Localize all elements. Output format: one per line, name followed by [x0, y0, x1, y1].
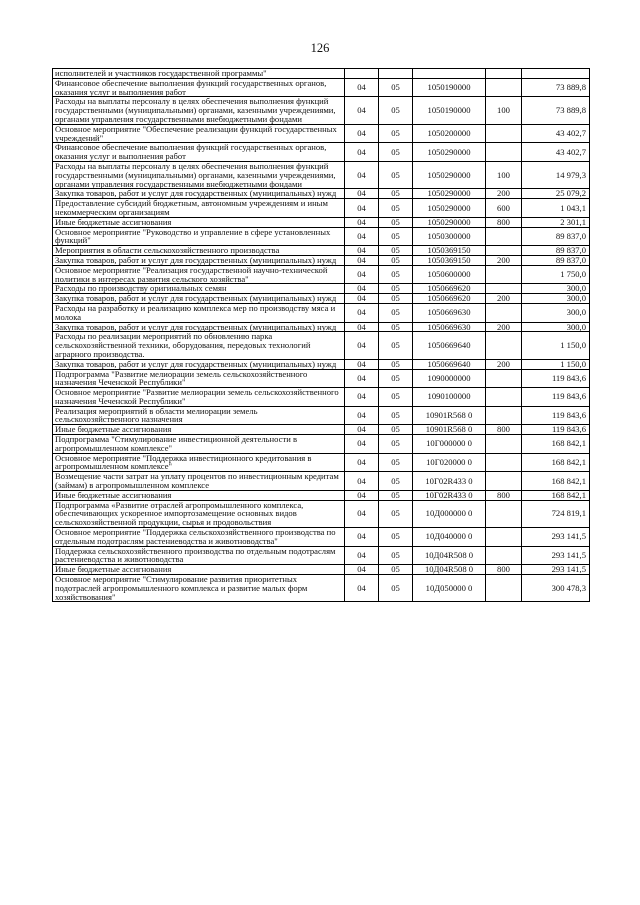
table-row: [53, 246, 590, 256]
table-row: [53, 227, 590, 246]
row-expense-type: [486, 546, 522, 565]
row-amount: 168 842,1: [522, 472, 590, 491]
row-section: 04: [345, 294, 379, 304]
row-section: 04: [345, 546, 379, 565]
row-subsection: 05: [379, 425, 413, 435]
row-name: Основное мероприятие "Стимулирование развития приоритетных подотраслей агропромышленного комплекса и развитие малых форм хозяйствования": [53, 575, 345, 602]
table-row: [53, 435, 590, 454]
row-expense-type: [486, 303, 522, 322]
row-section: 04: [345, 435, 379, 454]
row-target-code: 10901R568 0: [413, 425, 486, 435]
row-name: Основное мероприятие "Поддержка сельскохозяйственного производства по отдельным подотраслям растениеводства и животноводства": [53, 528, 345, 547]
row-name: Мероприятия в области сельскохозяйственного производства: [53, 246, 345, 256]
row-expense-type: [486, 78, 522, 97]
row-target-code: 1050369150: [413, 246, 486, 256]
row-amount: 25 079,2: [522, 189, 590, 199]
row-section: 04: [345, 124, 379, 143]
table-row: [53, 322, 590, 332]
row-section: 04: [345, 161, 379, 188]
row-target-code: [413, 69, 486, 79]
row-name: Предоставление субсидий бюджетным, автономным учреждениям и иным некоммерческим организациям: [53, 199, 345, 218]
row-section: 04: [345, 265, 379, 284]
row-expense-type: [486, 500, 522, 527]
row-target-code: 1050290000: [413, 199, 486, 218]
row-name: исполнителей и участников государственной программы": [53, 69, 345, 79]
row-name: Расходы на выплаты персоналу в целях обеспечения выполнения функций государственными (муниципальными) органами, казенными учреждениями, органами управления государственными внебюджетными фондами: [53, 97, 345, 124]
row-subsection: 05: [379, 161, 413, 188]
table-row: [53, 217, 590, 227]
table-row: [53, 406, 590, 425]
row-amount: 89 837,0: [522, 255, 590, 265]
row-expense-type: 200: [486, 294, 522, 304]
row-target-code: 1050300000: [413, 227, 486, 246]
row-amount: 2 301,1: [522, 217, 590, 227]
row-amount: 168 842,1: [522, 435, 590, 454]
table-row: [53, 359, 590, 369]
row-section: 04: [345, 453, 379, 472]
row-section: 04: [345, 143, 379, 162]
row-name: Подпрограмма "Стимулирование инвестиционной деятельности в агропромышленном комплексе": [53, 435, 345, 454]
row-expense-type: [486, 284, 522, 294]
row-name: Основное мероприятие "Поддержка инвестиционного кредитования в агропромышленном комплексе": [53, 453, 345, 472]
row-amount: 119 843,6: [522, 369, 590, 388]
row-name: Подпрограмма "Развитие мелиорации земель сельскохозяйственного назначения Чеченской Республики": [53, 369, 345, 388]
row-subsection: 05: [379, 143, 413, 162]
row-section: 04: [345, 255, 379, 265]
row-name: Возмещение части затрат на уплату процентов по инвестиционным кредитам (займам) в агропромышленном комплексе: [53, 472, 345, 491]
row-amount: 300,0: [522, 284, 590, 294]
row-amount: 724 819,1: [522, 500, 590, 527]
row-name: Расходы на разработку и реализацию комплекса мер по производству мяса и молока: [53, 303, 345, 322]
row-name: Закупка товаров, работ и услуг для государственных (муниципальных) нужд: [53, 189, 345, 199]
row-target-code: 10Д050000 0: [413, 575, 486, 602]
row-target-code: 1050290000: [413, 161, 486, 188]
row-name: Реализация мероприятий в области мелиорации земель сельскохозяйственного назначения: [53, 406, 345, 425]
row-section: 04: [345, 246, 379, 256]
row-target-code: 10Д000000 0: [413, 500, 486, 527]
row-subsection: 05: [379, 369, 413, 388]
row-section: 04: [345, 388, 379, 407]
row-expense-type: [486, 406, 522, 425]
row-section: 04: [345, 406, 379, 425]
row-expense-type: [486, 246, 522, 256]
row-expense-type: [486, 453, 522, 472]
row-name: Иные бюджетные ассигнования: [53, 217, 345, 227]
row-target-code: 10Г02R433 0: [413, 472, 486, 491]
row-subsection: 05: [379, 490, 413, 500]
row-amount: 43 402,7: [522, 124, 590, 143]
row-subsection: 05: [379, 565, 413, 575]
row-subsection: 05: [379, 359, 413, 369]
row-expense-type: [486, 528, 522, 547]
row-expense-type: 200: [486, 322, 522, 332]
row-target-code: 10Г000000 0: [413, 435, 486, 454]
row-name: Закупка товаров, работ и услуг для государственных (муниципальных) нужд: [53, 359, 345, 369]
row-target-code: 1090000000: [413, 369, 486, 388]
row-subsection: 05: [379, 388, 413, 407]
table-row: [53, 453, 590, 472]
row-section: 04: [345, 575, 379, 602]
row-target-code: 1050200000: [413, 124, 486, 143]
row-section: 04: [345, 369, 379, 388]
table-row: [53, 255, 590, 265]
row-subsection: 05: [379, 255, 413, 265]
row-section: 04: [345, 199, 379, 218]
row-amount: 73 889,8: [522, 97, 590, 124]
row-amount: 119 843,6: [522, 425, 590, 435]
row-target-code: 1090100000: [413, 388, 486, 407]
row-amount: 168 842,1: [522, 490, 590, 500]
row-amount: 293 141,5: [522, 528, 590, 547]
row-target-code: 1050669640: [413, 359, 486, 369]
row-expense-type: 200: [486, 255, 522, 265]
row-section: 04: [345, 303, 379, 322]
row-expense-type: [486, 124, 522, 143]
table-row: [53, 124, 590, 143]
row-subsection: 05: [379, 78, 413, 97]
row-amount: 89 837,0: [522, 246, 590, 256]
row-section: 04: [345, 217, 379, 227]
table-row: [53, 294, 590, 304]
table-row: [53, 189, 590, 199]
row-name: Закупка товаров, работ и услуг для государственных (муниципальных) нужд: [53, 294, 345, 304]
table-row: [53, 303, 590, 322]
row-section: [345, 69, 379, 79]
row-expense-type: [486, 265, 522, 284]
row-subsection: 05: [379, 189, 413, 199]
row-amount: 293 141,5: [522, 546, 590, 565]
row-amount: 1 750,0: [522, 265, 590, 284]
row-amount: 89 837,0: [522, 227, 590, 246]
table-row: [53, 332, 590, 359]
row-amount: 119 843,6: [522, 406, 590, 425]
row-expense-type: 800: [486, 425, 522, 435]
row-target-code: 1050290000: [413, 189, 486, 199]
row-section: 04: [345, 359, 379, 369]
row-section: 04: [345, 565, 379, 575]
row-name: Расходы по производству оригинальных семян: [53, 284, 345, 294]
row-name: Основное мероприятие "Обеспечение реализации функций государственных учреждений": [53, 124, 345, 143]
row-section: 04: [345, 227, 379, 246]
row-amount: 73 889,8: [522, 78, 590, 97]
row-target-code: 1050669640: [413, 332, 486, 359]
row-amount: 293 141,5: [522, 565, 590, 575]
row-expense-type: [486, 332, 522, 359]
row-section: 04: [345, 425, 379, 435]
row-section: 04: [345, 472, 379, 491]
row-target-code: 10Д040000 0: [413, 528, 486, 547]
row-subsection: 05: [379, 500, 413, 527]
table-row: [53, 425, 590, 435]
row-subsection: 05: [379, 217, 413, 227]
table-row: [53, 500, 590, 527]
row-name: Иные бюджетные ассигнования: [53, 565, 345, 575]
row-target-code: 10Г020000 0: [413, 453, 486, 472]
row-expense-type: 100: [486, 161, 522, 188]
table-row: [53, 199, 590, 218]
row-amount: 119 843,6: [522, 388, 590, 407]
row-target-code: 1050290000: [413, 217, 486, 227]
budget-table: [52, 68, 590, 602]
row-expense-type: [486, 435, 522, 454]
row-name: Основное мероприятие "Развитие мелиорации земель сельскохозяйственного назначения Чеченской Республики": [53, 388, 345, 407]
row-target-code: 1050369150: [413, 255, 486, 265]
table-row: [53, 472, 590, 491]
row-expense-type: [486, 69, 522, 79]
row-name: Закупка товаров, работ и услуг для государственных (муниципальных) нужд: [53, 255, 345, 265]
row-section: 04: [345, 78, 379, 97]
row-name: Расходы на выплаты персоналу в целях обеспечения выполнения функций государственными (муниципальными) органами, казенными учреждениями, органами управления государственными внебюджетными фондами: [53, 161, 345, 188]
row-amount: 300,0: [522, 303, 590, 322]
row-name: Закупка товаров, работ и услуг для государственных (муниципальных) нужд: [53, 322, 345, 332]
table-row: [53, 97, 590, 124]
row-subsection: 05: [379, 472, 413, 491]
row-subsection: 05: [379, 227, 413, 246]
row-target-code: 10Г02R433 0: [413, 490, 486, 500]
row-expense-type: 800: [486, 217, 522, 227]
row-section: 04: [345, 528, 379, 547]
row-subsection: 05: [379, 575, 413, 602]
row-expense-type: [486, 575, 522, 602]
row-subsection: 05: [379, 303, 413, 322]
table-row: [53, 69, 590, 79]
row-name: Расходы по реализации мероприятий по обновлению парка сельскохозяйственной техники, оборудования, передовых технологий аграрного производства.: [53, 332, 345, 359]
row-target-code: 1050669620: [413, 284, 486, 294]
row-expense-type: 200: [486, 359, 522, 369]
row-expense-type: 600: [486, 199, 522, 218]
row-amount: 300,0: [522, 294, 590, 304]
table-row: [53, 161, 590, 188]
row-section: 04: [345, 322, 379, 332]
row-target-code: 1050669630: [413, 322, 486, 332]
row-subsection: 05: [379, 124, 413, 143]
row-section: 04: [345, 332, 379, 359]
row-amount: 14 979,3: [522, 161, 590, 188]
table-row: [53, 265, 590, 284]
row-expense-type: 800: [486, 490, 522, 500]
row-subsection: 05: [379, 246, 413, 256]
row-name: Финансовое обеспечение выполнения функций государственных органов, оказания услуг и выполнения работ: [53, 143, 345, 162]
table-row: [53, 369, 590, 388]
row-subsection: 05: [379, 435, 413, 454]
row-expense-type: [486, 472, 522, 491]
row-amount: [522, 69, 590, 79]
row-subsection: 05: [379, 322, 413, 332]
row-expense-type: 800: [486, 565, 522, 575]
row-target-code: 1050669620: [413, 294, 486, 304]
row-expense-type: 200: [486, 189, 522, 199]
row-section: 04: [345, 97, 379, 124]
row-amount: 300,0: [522, 322, 590, 332]
row-target-code: 1050669630: [413, 303, 486, 322]
row-section: 04: [345, 490, 379, 500]
table-row: [53, 546, 590, 565]
row-expense-type: [486, 143, 522, 162]
row-section: 04: [345, 284, 379, 294]
budget-table-body: [53, 69, 590, 602]
table-row: [53, 575, 590, 602]
row-subsection: 05: [379, 406, 413, 425]
row-target-code: 1050600000: [413, 265, 486, 284]
row-target-code: 10901R568 0: [413, 406, 486, 425]
row-section: 04: [345, 500, 379, 527]
row-subsection: 05: [379, 528, 413, 547]
table-row: [53, 565, 590, 575]
row-amount: 1 150,0: [522, 332, 590, 359]
row-subsection: 05: [379, 97, 413, 124]
row-target-code: 1050190000: [413, 97, 486, 124]
row-target-code: 10Д04R508 0: [413, 546, 486, 565]
row-subsection: [379, 69, 413, 79]
row-subsection: 05: [379, 453, 413, 472]
page-number: 126: [310, 41, 330, 55]
table-row: [53, 388, 590, 407]
row-expense-type: 100: [486, 97, 522, 124]
row-name: Основное мероприятие "Реализация государственной научно-технической политики в интересах развития сельского хозяйства": [53, 265, 345, 284]
row-target-code: 1050290000: [413, 143, 486, 162]
table-row: [53, 528, 590, 547]
table-row: [53, 490, 590, 500]
table-row: [53, 284, 590, 294]
row-name: Иные бюджетные ассигнования: [53, 425, 345, 435]
row-name: Иные бюджетные ассигнования: [53, 490, 345, 500]
row-subsection: 05: [379, 332, 413, 359]
row-name: Основное мероприятие "Руководство и управление в сфере установленных функций": [53, 227, 345, 246]
row-name: Финансовое обеспечение выполнения функций государственных органов, оказания услуг и выполнения работ: [53, 78, 345, 97]
table-row: [53, 143, 590, 162]
row-expense-type: [486, 369, 522, 388]
row-amount: 43 402,7: [522, 143, 590, 162]
row-expense-type: [486, 388, 522, 407]
row-amount: 1 150,0: [522, 359, 590, 369]
row-subsection: 05: [379, 546, 413, 565]
row-name: Поддержка сельскохозяйственного производства по отдельным подотраслям растениеводства и животноводства: [53, 546, 345, 565]
row-amount: 168 842,1: [522, 453, 590, 472]
row-amount: 300 478,3: [522, 575, 590, 602]
row-target-code: 1050190000: [413, 78, 486, 97]
row-name: Подпрограмма «Развитие отраслей агропромышленного комплекса, обеспечивающих ускоренное импортозамещение основных видов сельскохозяйственной продукции, сырья и продовольствия: [53, 500, 345, 527]
row-expense-type: [486, 227, 522, 246]
row-amount: 1 043,1: [522, 199, 590, 218]
row-subsection: 05: [379, 265, 413, 284]
row-target-code: 10Д04R508 0: [413, 565, 486, 575]
table-row: [53, 78, 590, 97]
row-subsection: 05: [379, 199, 413, 218]
row-section: 04: [345, 189, 379, 199]
row-subsection: 05: [379, 284, 413, 294]
row-subsection: 05: [379, 294, 413, 304]
